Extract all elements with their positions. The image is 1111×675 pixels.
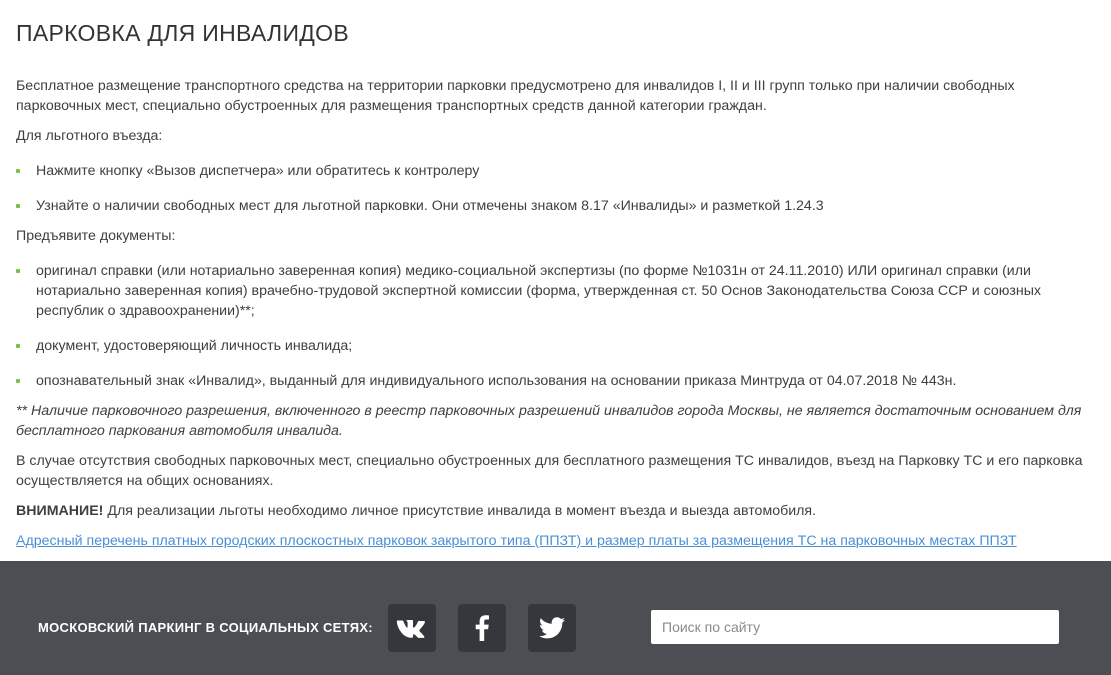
- page-title: ПАРКОВКА ДЛЯ ИНВАЛИДОВ: [16, 20, 349, 46]
- facebook-icon: [475, 615, 489, 641]
- no-spaces-paragraph: В случае отсутствия свободных парковочных мест, специально обустроенных для бесплатного размещения ТС инвалидов, въезд на Парковку ТС и его парковка осуществляется на общих основаниях.: [16, 453, 1083, 489]
- ppzt-list-link[interactable]: Адресный перечень платных городских плоскостных парковок закрытого типа (ППЗТ) и размер платы за размещения ТС на парковочных местах ППЗТ: [16, 533, 1017, 549]
- twitter-button[interactable]: [528, 604, 576, 652]
- list-item-text: документ, удостоверяющий личность инвалида;: [36, 338, 353, 354]
- social-label: МОСКОВСКИЙ ПАРКИНГ В СОЦИАЛЬНЫХ СЕТЯХ:: [38, 620, 373, 635]
- list-item-text: Узнайте о наличии свободных мест для льготной парковки. Они отмечены знаком 8.17 «Инвалиды» и разметкой 1.24.3: [36, 198, 824, 214]
- attention-label: ВНИМАНИЕ!: [16, 503, 104, 519]
- bullet-icon: [16, 204, 20, 208]
- vk-button[interactable]: [388, 604, 436, 652]
- footer: [0, 561, 1111, 675]
- list-item-text: Нажмите кнопку «Вызов диспетчера» или обратитесь к контролеру: [36, 163, 480, 179]
- attention-text: Для реализации льготы необходимо личное присутствие инвалида в момент въезда и выезда автомобиля.: [103, 503, 817, 519]
- attention-paragraph: [16, 501, 1096, 521]
- bullet-icon: [16, 379, 20, 383]
- footnote: ** Наличие парковочного разрешения, включенного в реестр парковочных разрешений инвалидов города Москвы, не является достаточным основанием для бесплатного паркования автомобиля инвалида.: [16, 403, 1082, 439]
- bullet-icon: [16, 169, 20, 173]
- list-item-text: опознавательный знак «Инвалид», выданный для индивидуального использования на основании приказа Минтруда от 04.07.2018 № 443н.: [36, 373, 957, 389]
- bullet-icon: [16, 344, 20, 348]
- facebook-button[interactable]: [458, 604, 506, 652]
- twitter-icon: [539, 617, 565, 639]
- bullet-icon: [16, 269, 20, 273]
- vk-icon: [396, 618, 428, 638]
- entry-heading: Для льготного въезда:: [16, 128, 163, 144]
- intro-paragraph: Бесплатное размещение транспортного средства на территории парковки предусмотрено для инвалидов I, II и III групп только при наличии свободных парковочных мест, специально обустроенных для размещения транспортных средств данной категории граждан.: [16, 78, 1015, 114]
- site-search-input[interactable]: [651, 610, 1059, 644]
- documents-heading: Предъявите документы:: [16, 228, 176, 244]
- list-item-text: оригинал справки (или нотариально заверенная копия) медико-социальной экспертизы (по форме №1031н от 24.11.2010) ИЛИ оригинал справки (или нотариально заверенная копия) врачебно-трудовой экспертной комиссии (форма, утвержденная ст. 50 Основ Законодательства Союза ССР и союзных республик о здравоохранении)**;: [36, 263, 1042, 319]
